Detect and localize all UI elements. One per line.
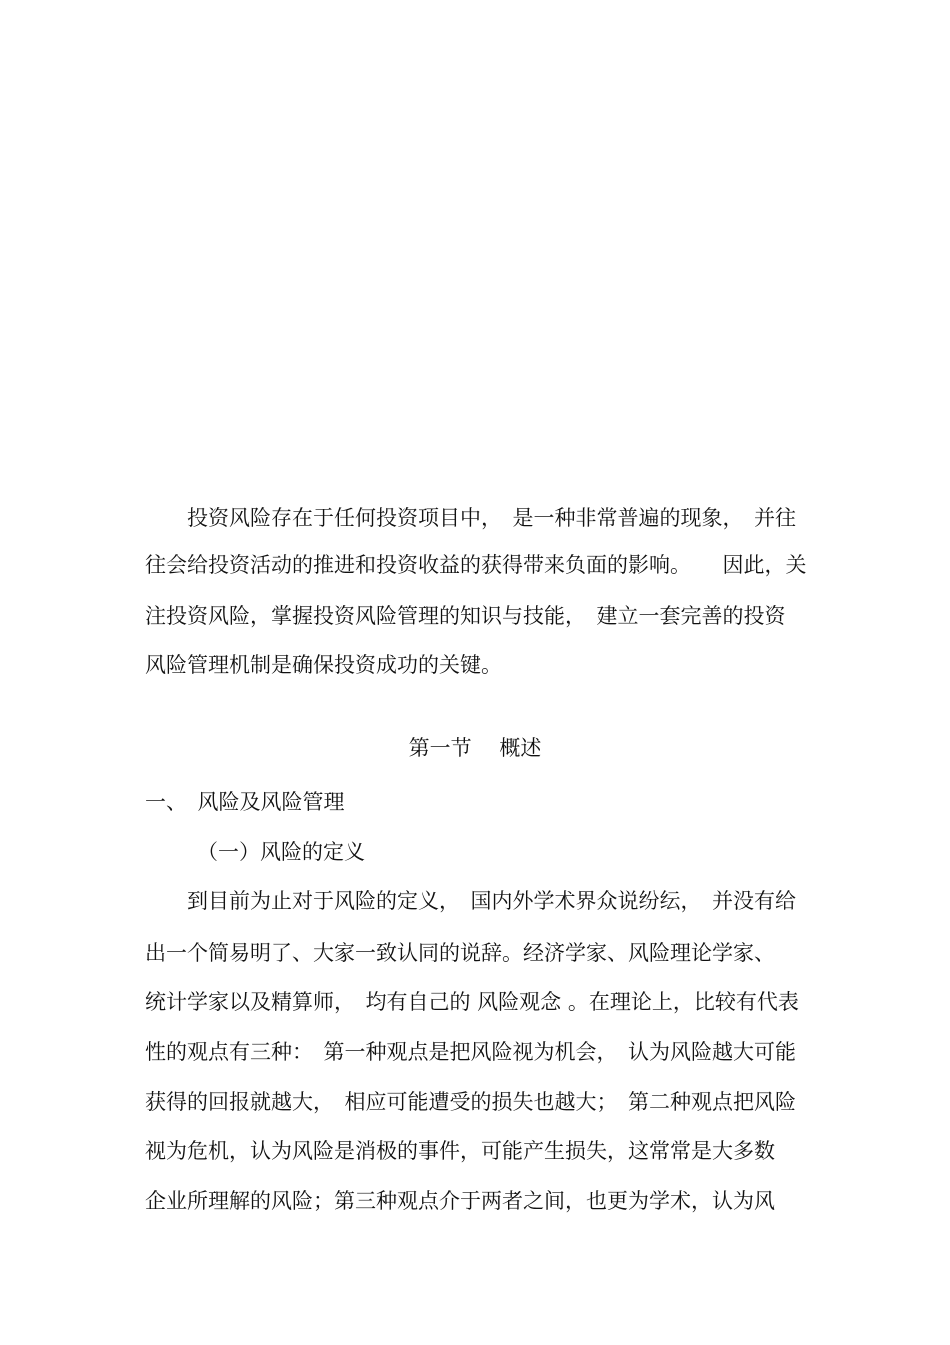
body-line-3: 统计学家以及精算师， 均有自己的 风险观念 。在理论上，比较有代表 bbox=[145, 990, 799, 1014]
heading-level-2: （一）风险的定义 bbox=[197, 840, 365, 864]
body-line-6: 视为危机，认为风险是消极的事件，可能产生损失，这常常是大多数 bbox=[145, 1139, 775, 1163]
section-title: 第一节 概述 bbox=[408, 736, 542, 760]
intro-line-2: 往会给投资活动的推进和投资收益的获得带来负面的影响。 因此，关 bbox=[145, 553, 807, 577]
body-line-5: 获得的回报就越大， 相应可能遭受的损失也越大； 第二种观点把风险 bbox=[145, 1090, 796, 1114]
intro-line-1: 投资风险存在于任何投资项目中， 是一种非常普遍的现象， 并往 bbox=[145, 506, 796, 530]
body-line-2: 出一个简易明了、大家一致认同的说辞。经济学家、风险理论学家、 bbox=[145, 941, 775, 965]
body-line-1: 到目前为止对于风险的定义， 国内外学术界众说纷纭， 并没有给 bbox=[145, 889, 796, 913]
intro-line-4: 风险管理机制是确保投资成功的关键。 bbox=[145, 653, 502, 677]
heading-level-1: 一、 风险及风险管理 bbox=[145, 790, 345, 814]
intro-line-3: 注投资风险，掌握投资风险管理的知识与技能， 建立一套完善的投资 bbox=[145, 604, 786, 628]
body-line-7: 企业所理解的风险；第三种观点介于两者之间，也更为学术，认为风 bbox=[145, 1189, 775, 1213]
body-line-4: 性的观点有三种： 第一种观点是把风险视为机会， 认为风险越大可能 bbox=[145, 1040, 796, 1064]
